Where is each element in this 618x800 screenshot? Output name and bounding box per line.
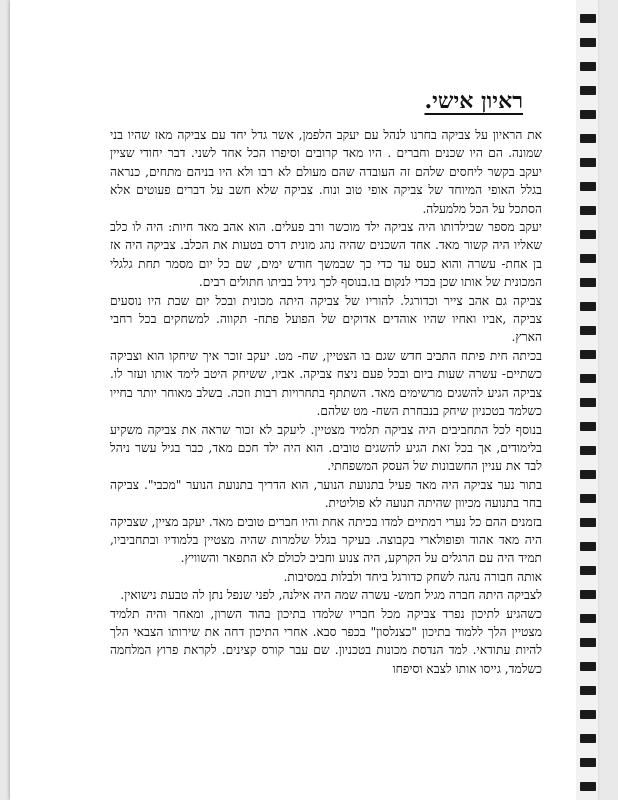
binding-ring xyxy=(580,158,596,167)
binding-ring xyxy=(580,86,596,95)
document-body xyxy=(110,126,542,678)
paragraph: יעקב מספר שבילדותו היה צביקה ילד מוכשר ורב פעלים. הוא אהב מאד חיות: היה לו כלב שאליו היה קשור מאד. אחד השכנים שהיה נהג מונית דרס בטעות את הכלב. צביקה היה אז בן אחת- עשרה והוא כעס עד כדי כך שבמשך חודש ימים, שם כל יום מסמר תחת גלגלי המכונית של אותו שכן בכדי לנקום בו.בנוסף לכך גידל בביתו חתולים רבים. xyxy=(110,220,542,290)
binding-ring xyxy=(580,374,596,383)
binding-ring xyxy=(580,62,596,71)
binding-ring xyxy=(580,566,596,575)
binding-ring xyxy=(580,14,596,23)
binding-ring xyxy=(580,182,596,191)
paragraph: כשהגיע לתיכון נפרד צביקה מכל חבריו שלמדו בתיכון בהוד השרון, ומאחר והיה תלמיד מצטיין הלך ללמוד בתיכון "כצנלסון" בכפר סבא. אחרי התיכון דחה את שירותו הצבאי הלך להיות עתודאי. למד הנדסת מכונות בטכניון. שם עבר קורס קצינים. לקראת פרוץ המלחמה כשלמד, גייסו אותו לצבא וסיפחו xyxy=(110,606,542,676)
binding-ring xyxy=(580,254,596,263)
binding-ring xyxy=(580,518,596,527)
binding-ring xyxy=(580,398,596,407)
binding-ring xyxy=(580,590,596,599)
binding-ring xyxy=(580,350,596,359)
binding-ring xyxy=(580,278,596,287)
binding-ring xyxy=(580,470,596,479)
binding-ring xyxy=(580,206,596,215)
binding-ring xyxy=(580,230,596,239)
paragraph: את הראיון על צביקה בחרנו לנהל עם יעקב הלפמן, אשר גדל יחד עם צביקה מאז שהיו בני שמונה. הם היו שכנים וחברים . היו מאד קרובים וסיפרו הכל אחד לשני. דבר יחודי שציין יעקב בקשר ליחסים שלהם זה העובדה שהם מעולם לא רבו ולא היו בניהם מתחים, כנראה בגלל האופי המיוחד של צביקה אופי טוב ונוח. צביקה שלא חשב על דברים פעוטים אלא הסתכל על הכל מלמעלה. xyxy=(110,128,542,216)
binding-ring xyxy=(580,782,596,791)
spiral-binding xyxy=(576,0,598,800)
paragraph: אותה חבורה נהגה לשחק כדורגל ביחד ולבלות במסיבות. xyxy=(283,569,542,584)
binding-ring xyxy=(580,422,596,431)
binding-ring xyxy=(580,662,596,671)
binding-ring xyxy=(580,326,596,335)
binding-ring xyxy=(580,38,596,47)
binding-ring xyxy=(580,110,596,119)
binding-ring xyxy=(580,734,596,743)
page-title: ראיון אישי. xyxy=(424,88,523,114)
paragraph: בכיתה חית פיתח התביב חדש שגם בו הצטיין, שח- מט. יעקב זוכר איך שיחקו הוא וצביקה כשתיים- עשרה שעות ביום ובכל פעם ניצח צביקה. אביו, ששיחק היטב לימד אותו ועזר לו. צביקה הגיע להשגים מרשימים מאד. השתתף בתחרויות רבות וזכה. בשלב מאוחר יותר בחייו כשלמד בטכניון שיחק בנבחרת השח- מט שלהם. xyxy=(110,348,542,419)
binding-ring xyxy=(580,302,596,311)
binding-ring xyxy=(580,686,596,695)
binding-ring xyxy=(580,134,596,143)
binding-ring xyxy=(580,494,596,503)
binding-ring xyxy=(580,638,596,647)
binding-ring xyxy=(580,758,596,767)
binding-ring xyxy=(580,710,596,719)
document-page xyxy=(10,0,598,800)
binding-ring xyxy=(580,614,596,623)
paragraph: לצביקה היתה חברה מגיל חמש- עשרה שמה היה אילנה, לפני שנפל נתן לה טבעת נישואין. xyxy=(120,588,542,603)
paragraph: בזמנים ההם כל נערי רמתיים למדו בכיתה אחת והיו חברים טובים מאד. יעקב מציין, שצביקה היה מאד אהוד ופופולארי בקבוצה. בעיקר בגלל שלמרות שהיה מצטיין בלמודיו ובתחביביו, תמיד היה עם הרגלים על הקרקע, היה צנוע וחביב לכולם לא התפאר והשוויץ. xyxy=(110,514,542,566)
paragraph: צביקה גם אהב צייר וכדורגל. להוריו של צביקה היתה מכונית ובכל יום שבת היו נוסעים צביקה ,אביו ואחיו שהיו אוהדים אדוקים של הפועל פתח- תקווה. למשחקים בכל רחבי הארץ. xyxy=(110,293,542,345)
binding-ring xyxy=(580,446,596,455)
paragraph: בנוסף לכל התחביבים היה צביקה תלמיד מצטיין. ליעקב לא זכור שראה את צביקה משקיע בלימודים, אך בכל זאת הגיע להשגים טובים. הוא היה ילד חכם מאד, כבר בגיל עשר ניהל לבד את עניין החשבונות של העסק המשפחתי. xyxy=(110,422,542,474)
binding-ring xyxy=(580,542,596,551)
paragraph: בתור נער צביקה היה מאד פעיל בתנועת הנוער, הוא הדריך בתנועת הנוער "מכבי". צביקה בחר בתנועה מכיוון שהיתה תנועה לא פוליטית. xyxy=(110,477,542,511)
